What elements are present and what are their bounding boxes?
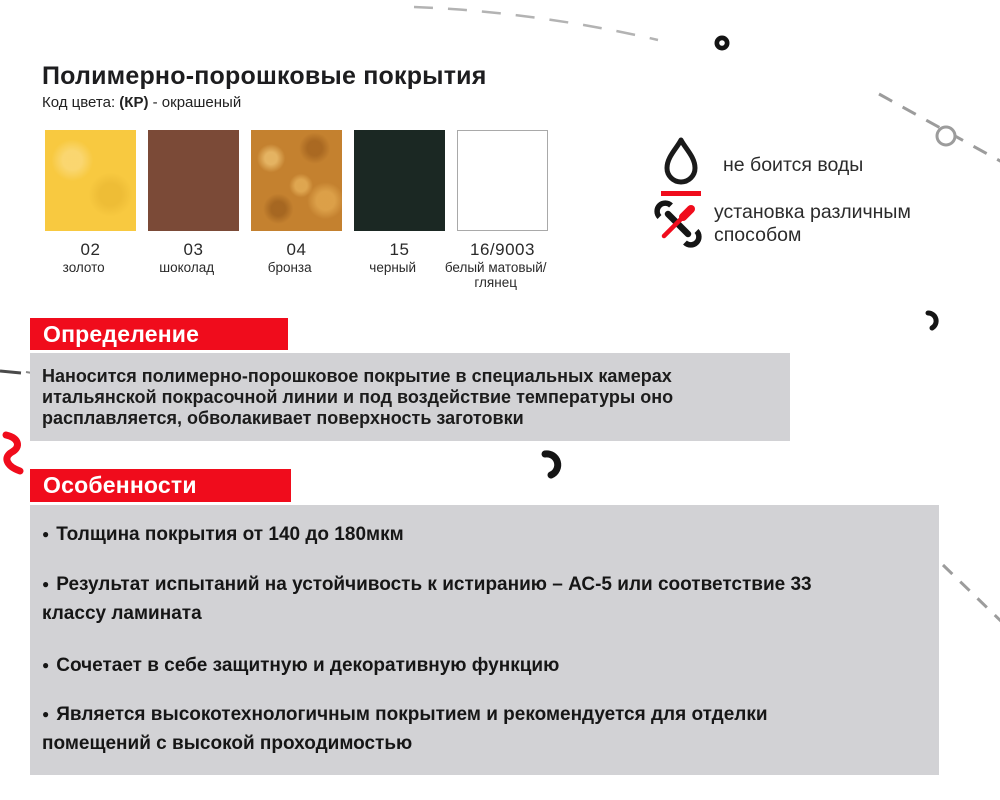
section-heading-definition: Определение [30, 318, 288, 350]
features-panel [30, 505, 939, 775]
definition-panel [30, 353, 790, 441]
feature-bullet [42, 701, 879, 758]
feature-bullet [42, 571, 879, 628]
color-swatch [45, 130, 136, 231]
donut-dot-icon [715, 36, 730, 51]
red-underline [661, 191, 701, 196]
swatch-cell-chocolate [148, 130, 239, 290]
swatch-cell-gold [45, 130, 136, 290]
benefit-label-installation: установка различным способом [714, 201, 911, 246]
swatch-code: 04 [286, 240, 307, 259]
feature-bullet [42, 521, 879, 550]
swatch-name: шоколад [159, 260, 215, 275]
small-comma-decoration [928, 313, 936, 328]
subtitle-prefix: Код цвета: [42, 94, 120, 111]
swatch-name: черный [369, 260, 417, 275]
swatch-name: бронза [267, 260, 312, 275]
water-drop-icon [662, 137, 700, 185]
subtitle-suffix: - окрашеный [148, 94, 242, 111]
swatch-code: 03 [183, 240, 204, 259]
bullet-dot: ● [42, 577, 50, 591]
color-code-subtitle [42, 94, 241, 111]
swatch-code: 15 [389, 240, 410, 259]
feature-bullet [42, 652, 879, 681]
feature-text: Является высокотехнологичным покрытием и рекомендуется для отделки помещений с высокой проходимостью [42, 704, 768, 754]
tools-icon [654, 200, 702, 248]
page-title: Полимерно-порошковые покрытия [42, 62, 487, 90]
swatch-cell-bronze [251, 130, 342, 290]
swatch-name: белый матовый/глянец [444, 260, 547, 290]
definition-text: Наносится полимерно-порошковое покрытие в специальных камерах итальянской покрасочной линии и под воздействие температуры оно расплавляется, обволакивает поверхность заготовки [42, 366, 674, 428]
color-swatch [251, 130, 342, 231]
swatch-code: 16/9003 [470, 240, 535, 259]
red-squiggle-decoration [6, 435, 20, 471]
swatch-cell-white [444, 130, 548, 290]
left-dash-decoration [0, 371, 21, 373]
top-dashed-line-decoration [414, 7, 658, 40]
bullet-dot: ● [42, 527, 50, 541]
swatch-code: 02 [80, 240, 101, 259]
comma-decoration [545, 454, 558, 475]
color-swatch [457, 130, 548, 231]
color-swatch [354, 130, 445, 231]
feature-text: Результат испытаний на устойчивость к истиранию – АС-5 или соответствие 33 классу ламината [42, 574, 812, 624]
bottom-right-dashed-line-decoration [943, 565, 1000, 625]
color-swatch-row [45, 130, 548, 290]
benefit-label-water: не боится воды [723, 154, 864, 176]
section-heading-features: Особенности [30, 469, 291, 502]
right-dashed-line-decoration [879, 94, 1000, 162]
color-code: (КР) [119, 94, 149, 111]
bullet-dot: ● [42, 658, 50, 672]
bullet-dot: ● [42, 707, 50, 721]
swatch-cell-black [354, 130, 445, 290]
swatch-name: золото [62, 260, 105, 275]
feature-text: Сочетает в себе защитную и декоративную функцию [56, 655, 560, 676]
color-swatch [148, 130, 239, 231]
circle-ring-icon [937, 127, 955, 145]
feature-text: Толщина покрытия от 140 до 180мкм [56, 524, 404, 545]
